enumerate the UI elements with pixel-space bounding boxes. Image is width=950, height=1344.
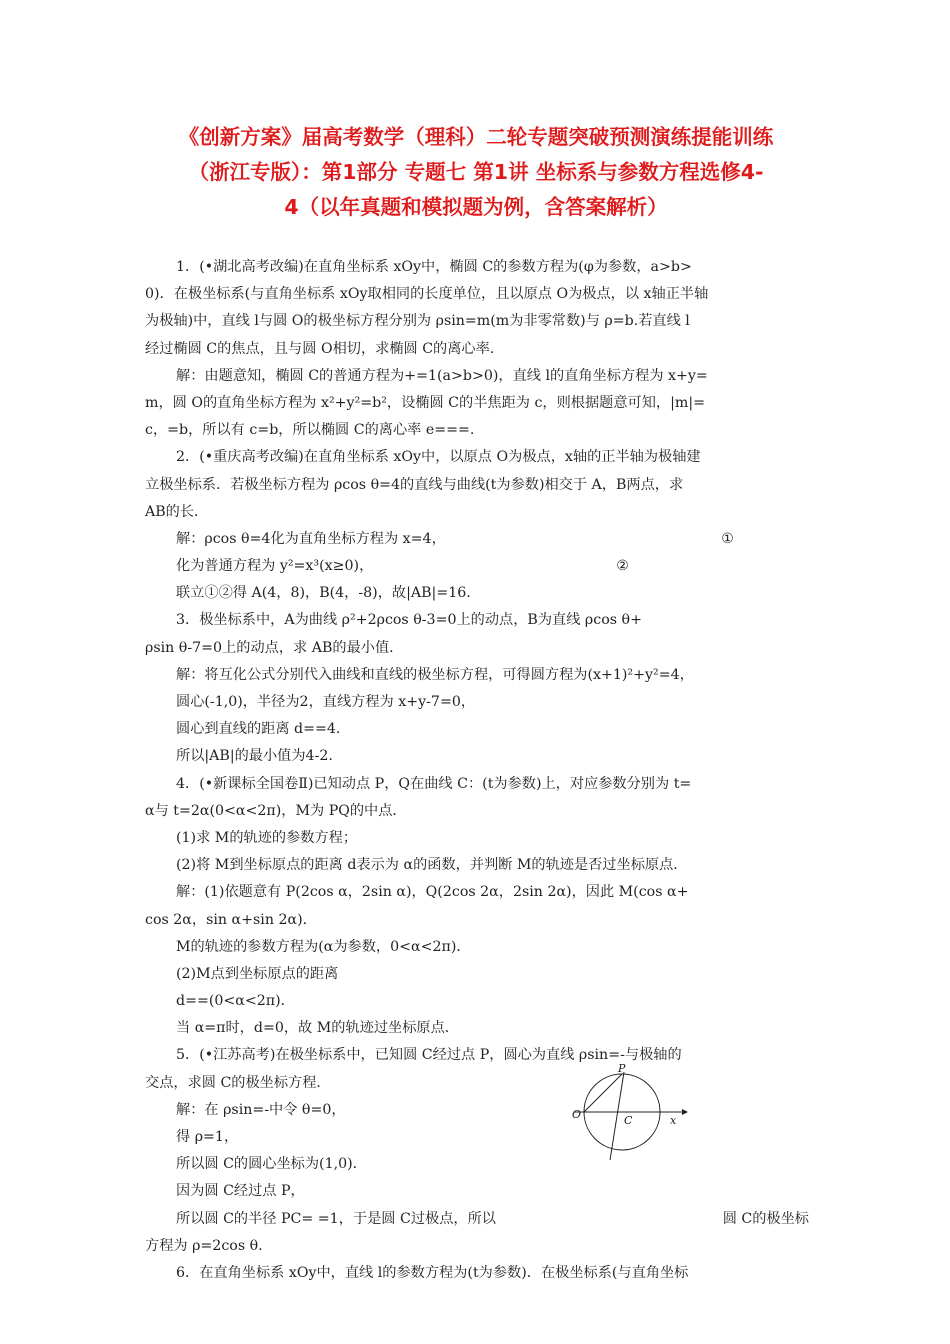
text-line: 交点，求圆 C的极坐标方程． xyxy=(145,1074,331,1091)
text-line: 4．(•新课标全国卷Ⅱ)已知动点 P，Q在曲线 C：(t为参数)上，对应参数分别为 t= xyxy=(176,775,692,792)
text-line: 1．(•湖北高考改编)在直角坐标系 xOy中，椭圆 C的参数方程为(φ为参数，a>b> xyxy=(176,259,692,275)
label-p: P xyxy=(618,1064,626,1075)
text-line: cos 2α，sin α+sin 2α)． xyxy=(145,911,317,928)
text-line: 2．(•重庆高考改编)在直角坐标系 xOy中，以原点 O为极点，x轴的正半轴为极轴建 xyxy=(176,449,701,466)
text-line-with-mark xyxy=(145,553,809,580)
text-line-with-figure-gap xyxy=(145,1206,809,1233)
text-line: m，圆 O的直角坐标方程为 x²+y²=b²，设椭圆 C的半焦距为 c，则根据题意可知，|m|= xyxy=(145,394,706,411)
text-line: d==(0<α<2π)． xyxy=(176,993,295,1010)
text-line: 解：由题意知，椭圆 C的普通方程为+=1(a>b>0)，直线 l的直角坐标方程为 x+y= xyxy=(176,367,708,384)
axis-arrow-icon xyxy=(682,1109,688,1115)
text-segment: 所以圆 C的半径 PC= =1，于是圆 C过极点，所以 xyxy=(176,1210,496,1227)
text-line: 当 α=π时，d=0，故 M的轨迹过坐标原点． xyxy=(176,1020,459,1037)
text-line: 0)．在极坐标系(与直角坐标系 xOy取相同的长度单位，且以原点 O为极点，以 x轴正半轴 xyxy=(145,286,709,303)
segment-op xyxy=(584,1074,622,1112)
text-line: (2)将 M到坐标原点的距离 d表示为 α的函数，并判断 M的轨迹是否过坐标原点． xyxy=(176,857,688,874)
text-line: 得 ρ=1， xyxy=(176,1129,239,1145)
line-pc xyxy=(610,1072,624,1160)
label-c: C xyxy=(624,1114,633,1127)
text-line: 6．在直角坐标系 xOy中，直线 l的参数方程为(t为参数)．在极坐标系(与直角坐标 xyxy=(176,1264,689,1281)
label-o: O xyxy=(572,1108,582,1121)
text-line: 3．极坐标系中，A为曲线 ρ²+2ρcos θ-3=0上的动点，B为直线 ρcos θ+ xyxy=(176,612,642,629)
document-body xyxy=(145,254,809,1287)
text-line: 方程为 ρ=2cos θ. xyxy=(145,1237,263,1254)
text-line: 所以|AB|的最小值为4-2. xyxy=(176,748,333,765)
text-line: c，=b，所以有 c=b，所以椭圆 C的离心率 e===. xyxy=(145,422,475,439)
text-line: 为极轴)中，直线 l与圆 O的极坐标方程分别为 ρsin=m(m为非零常数)与 ρ=b.若直线 l xyxy=(145,313,690,330)
text-line: 解：(1)依题意有 P(2cos α，2sin α)，Q(2cos 2α，2sin 2α)，因此 M(cos α+ xyxy=(176,884,689,901)
text-line: 圆心(-1,0)，半径为2，直线方程为 x+y-7=0， xyxy=(176,694,476,710)
title-line-3: 4（以年真题和模拟题为例，含答案解析） xyxy=(284,195,668,219)
text-line: 解：在 ρsin=-中令 θ=0， xyxy=(176,1101,346,1118)
equation-mark-2: ② xyxy=(616,558,629,575)
text-line: 圆心到直线的距离 d==4. xyxy=(176,721,341,738)
label-x: x xyxy=(670,1114,677,1127)
text-line: 联立①②得 A(4，8)，B(4，-8)，故|AB|=16. xyxy=(176,585,471,602)
text-line: (1)求 M的轨迹的参数方程； xyxy=(176,829,358,846)
text-line: ρsin θ-7=0上的动点，求 AB的最小值． xyxy=(145,639,404,656)
text-line: 立极坐标系．若极坐标方程为 ρcos θ=4的直线与曲线(t为参数)相交于 A，B两点，求 xyxy=(145,476,684,493)
title-line-1: 《创新方案》届高考数学（理科）二轮专题突破预测演练提能训练 xyxy=(178,125,774,149)
text-line: (2)M点到坐标原点的距离 xyxy=(176,965,339,982)
text-line: α与 t=2α(0<α<2π)，M为 PQ的中点． xyxy=(145,802,407,819)
text-segment: 圆 C的极坐标 xyxy=(722,1210,809,1227)
title-line-2: （浙江专版）：第1部分 专题七 第1讲 坐标系与参数方程选修4- xyxy=(188,160,764,184)
document-title xyxy=(110,120,842,225)
text-line: M的轨迹的参数方程为(α为参数，0<α<2π)． xyxy=(176,938,471,955)
circle-figure xyxy=(570,1064,688,1164)
text-line: 因为圆 C经过点 P， xyxy=(176,1183,305,1200)
equation-mark-1: ① xyxy=(721,530,734,547)
text-line: AB的长． xyxy=(145,503,209,520)
text-line: 解：将互化公式分别代入曲线和直线的极坐标方程，可得圆方程为(x+1)²+y²=4， xyxy=(176,666,694,683)
text-line: 5．(•江苏高考)在极坐标系中，已知圆 C经过点 P，圆心为直线 ρsin=-与极轴的 xyxy=(176,1047,682,1064)
text-line: 所以圆 C的圆心坐标为(1,0)． xyxy=(176,1156,367,1173)
text-segment: 解：ρcos θ=4化为直角坐标方程为 x=4， xyxy=(176,530,446,547)
text-segment: 化为普通方程为 y²=x³(x≥0)， xyxy=(176,558,374,575)
text-line: 经过椭圆 C的焦点，且与圆 O相切，求椭圆 C的离心率. xyxy=(145,340,495,357)
text-line-with-mark xyxy=(145,526,809,553)
